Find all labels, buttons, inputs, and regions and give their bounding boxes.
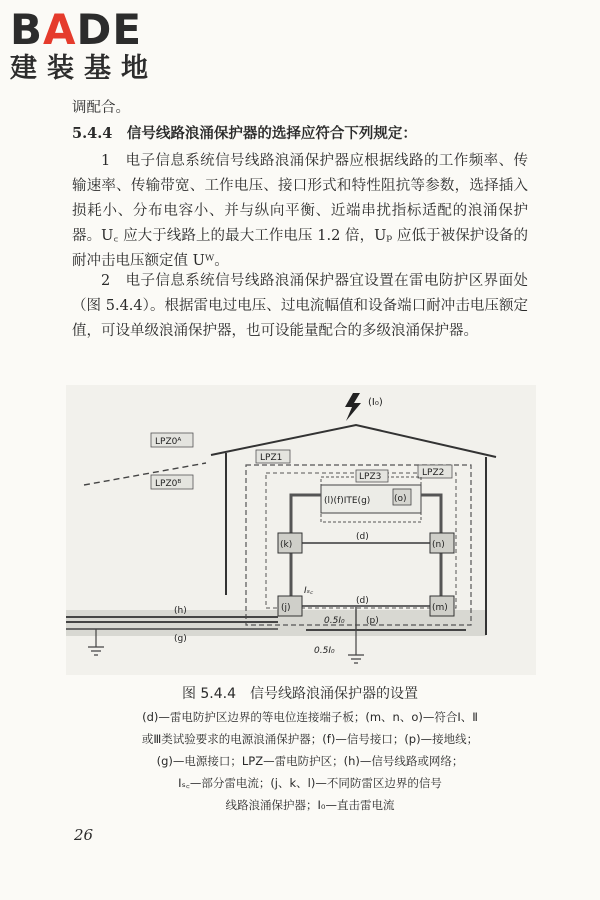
- page-number: 26: [74, 826, 94, 844]
- label-spd-j: (j): [281, 603, 291, 613]
- label-spd-n: (n): [432, 540, 445, 550]
- intro-line: 调配合。: [72, 100, 130, 116]
- label-lpz0b: LPZ0ᴮ: [155, 479, 182, 489]
- label-lightning-current: (I₀): [368, 397, 383, 408]
- logo-letter-e: E: [112, 5, 143, 54]
- label-bonding-lower: (d): [356, 596, 369, 606]
- label-lpz3: LPZ3: [359, 472, 382, 482]
- figure-legend: [100, 706, 520, 816]
- label-spd-i-group: (l)(f)ITE(g): [324, 496, 371, 506]
- paragraph-1: 1 电子信息系统信号线路浪涌保护器应根据线路的工作频率、传输速率、传输带宽、工作电压、接口形式和特性阻抗等参数，选择插入损耗小、分布电容小、并与纵向平衡、近端串扰指标适配的浪涌保护器。U꜀ 应大于线路上的最大工作电压 1.2 倍，Uₚ 应低于被保护设备的耐冲击电压额定值 Uᵂ。: [72, 153, 528, 269]
- legend-line: Iₛ꜀—部分雷电流；(j、k、l)—不同防雷区边界的信号: [178, 776, 442, 790]
- label-bonding-upper: (d): [356, 532, 369, 542]
- spd-diagram: [66, 385, 536, 675]
- bade-logo: [10, 5, 175, 86]
- logo-letter-b: B: [10, 5, 44, 54]
- label-earth-p: (p): [366, 616, 379, 626]
- label-half-current-outer: 0.5I₀: [314, 646, 335, 656]
- label-signal-line: (h): [174, 606, 187, 616]
- label-lpz1: LPZ1: [260, 453, 283, 463]
- legend-line: (d)—雷电防护区边界的等电位连接端子板；(m、n、o)—符合Ⅰ、Ⅱ: [142, 710, 478, 724]
- paragraph-2: 2 电子信息系统信号线路浪涌保护器宜设置在雷电防护区界面处（图 5.4.4）。根据雷电过电压、过电流幅值和设备端口耐冲击电压额定值，可设单级浪涌保护器，也可设能量配合的多级浪涌保护器。: [72, 273, 528, 339]
- logo-letter-d: D: [76, 5, 113, 54]
- logo-letter-a: A: [43, 5, 77, 54]
- legend-line: 或Ⅲ类试验要求的电源浪涌保护器；(f)—信号接口；(p)—接地线；: [141, 732, 479, 746]
- logo-tagline: 建装基地: [10, 53, 158, 84]
- label-lpz2: LPZ2: [422, 468, 445, 478]
- label-lpz0a: LPZ0ᴬ: [155, 437, 182, 447]
- logo-wordmark: [10, 5, 175, 54]
- label-half-current-inner: 0.5I₀: [324, 616, 345, 626]
- legend-line: 线路浪涌保护器；I₀—直击雷电流: [225, 798, 395, 812]
- label-spd-o: (o): [394, 494, 407, 504]
- legend-line: (g)—电源接口；LPZ—雷电防护区；(h)—信号线路或网络；: [156, 754, 464, 768]
- figure-title: 图 5.4.4 信号线路浪涌保护器的设置: [181, 686, 419, 702]
- label-power-line: (g): [174, 634, 187, 644]
- section-heading: 5.4.4 信号线路浪涌保护器的选择应符合下列规定：: [72, 125, 417, 142]
- label-spd-m: (m): [432, 603, 448, 613]
- label-spd-k: (k): [280, 540, 293, 550]
- label-partial-current: Iₛ꜀: [304, 586, 314, 596]
